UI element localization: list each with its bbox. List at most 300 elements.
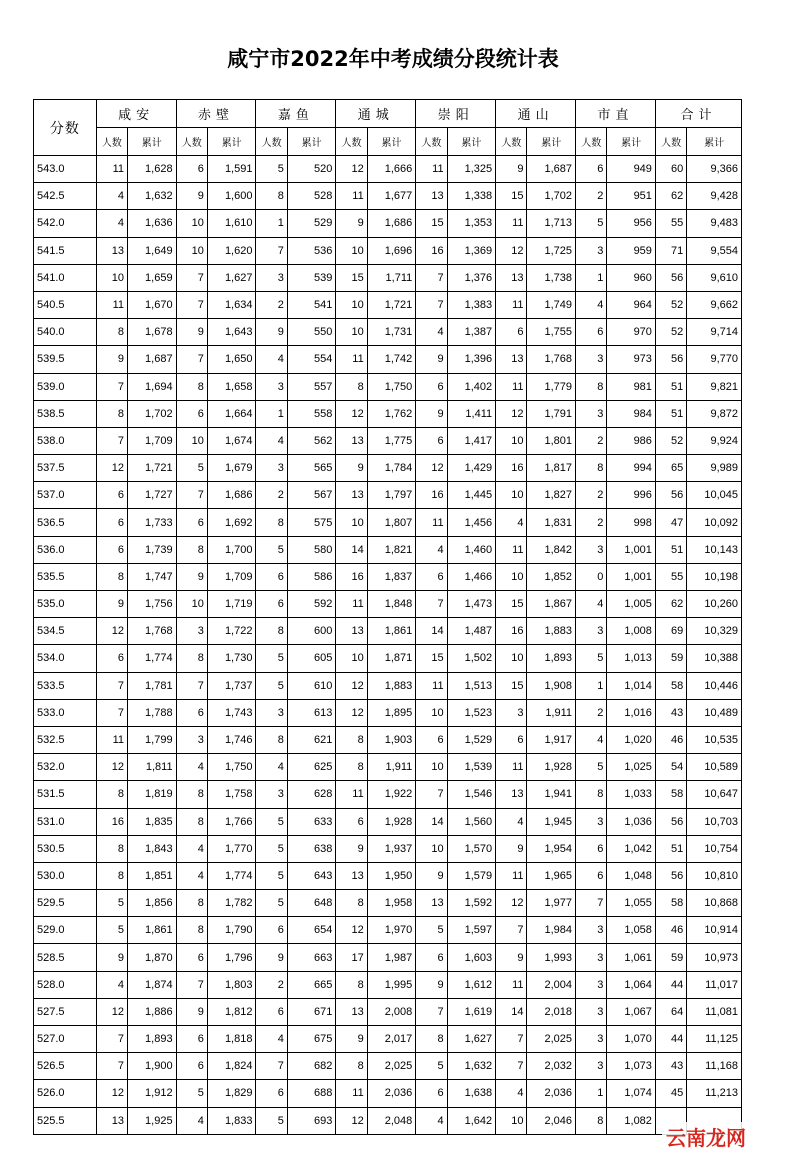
count-cell: 58 <box>655 890 686 917</box>
cumulative-cell: 1,702 <box>128 400 177 427</box>
count-cell: 9 <box>176 563 207 590</box>
cumulative-cell: 1,796 <box>207 944 256 971</box>
count-cell: 11 <box>336 1080 367 1107</box>
cumulative-cell: 1,768 <box>527 346 576 373</box>
cumulative-cell: 1,867 <box>527 591 576 618</box>
cumulative-cell: 1,871 <box>367 645 416 672</box>
score-cell: 538.5 <box>34 400 97 427</box>
count-cell: 8 <box>96 835 127 862</box>
cumulative-cell: 693 <box>287 1107 336 1134</box>
score-cell: 540.5 <box>34 291 97 318</box>
count-cell: 8 <box>576 1107 607 1134</box>
count-header: 人数 <box>176 128 207 156</box>
count-cell: 9 <box>96 346 127 373</box>
cumulative-cell: 9,610 <box>687 264 742 291</box>
cumulative-cell: 648 <box>287 890 336 917</box>
count-cell: 14 <box>336 536 367 563</box>
count-cell: 5 <box>256 835 287 862</box>
table-row <box>34 536 742 563</box>
count-cell: 10 <box>176 237 207 264</box>
cumulative-cell: 1,807 <box>367 509 416 536</box>
cumulative-cell: 1,912 <box>128 1080 177 1107</box>
count-cell: 11 <box>496 971 527 998</box>
cumulative-cell: 1,042 <box>607 835 656 862</box>
count-cell: 9 <box>496 156 527 183</box>
score-cell: 541.0 <box>34 264 97 291</box>
cumulative-cell: 956 <box>607 210 656 237</box>
cumulative-header: 累计 <box>287 128 336 156</box>
cumulative-cell: 2,032 <box>527 1053 576 1080</box>
count-cell: 8 <box>176 917 207 944</box>
count-cell: 8 <box>176 645 207 672</box>
count-cell: 2 <box>576 509 607 536</box>
cumulative-cell: 10,868 <box>687 890 742 917</box>
table-row <box>34 808 742 835</box>
cumulative-cell: 1,700 <box>207 536 256 563</box>
count-cell: 13 <box>336 862 367 889</box>
count-cell: 8 <box>336 373 367 400</box>
score-cell: 543.0 <box>34 156 97 183</box>
cumulative-cell: 1,883 <box>527 618 576 645</box>
table-row <box>34 890 742 917</box>
cumulative-cell: 1,821 <box>367 536 416 563</box>
cumulative-cell: 10,045 <box>687 482 742 509</box>
count-cell: 3 <box>576 237 607 264</box>
count-cell: 5 <box>576 645 607 672</box>
subheader-row <box>34 128 742 156</box>
cumulative-cell: 1,628 <box>128 156 177 183</box>
cumulative-cell: 1,833 <box>207 1107 256 1134</box>
cumulative-cell: 1,824 <box>207 1053 256 1080</box>
cumulative-cell: 1,811 <box>128 754 177 781</box>
score-cell: 533.5 <box>34 672 97 699</box>
cumulative-cell: 1,725 <box>527 237 576 264</box>
count-cell: 4 <box>496 808 527 835</box>
count-cell: 6 <box>416 1080 447 1107</box>
cumulative-cell: 10,388 <box>687 645 742 672</box>
count-cell: 2 <box>576 482 607 509</box>
count-cell: 13 <box>416 183 447 210</box>
cumulative-cell: 1,766 <box>207 808 256 835</box>
count-cell: 6 <box>176 400 207 427</box>
cumulative-cell: 1,799 <box>128 726 177 753</box>
cumulative-cell: 1,870 <box>128 944 177 971</box>
count-cell: 5 <box>256 156 287 183</box>
cumulative-cell: 2,018 <box>527 998 576 1025</box>
cumulative-header: 累计 <box>367 128 416 156</box>
cumulative-cell: 9,554 <box>687 237 742 264</box>
cumulative-cell: 960 <box>607 264 656 291</box>
cumulative-cell: 1,758 <box>207 781 256 808</box>
count-cell: 0 <box>576 563 607 590</box>
count-cell: 4 <box>176 1107 207 1134</box>
count-cell: 8 <box>96 563 127 590</box>
count-cell: 13 <box>496 264 527 291</box>
count-cell: 12 <box>416 455 447 482</box>
cumulative-cell: 959 <box>607 237 656 264</box>
count-cell: 7 <box>416 998 447 1025</box>
count-cell: 7 <box>96 699 127 726</box>
count-cell: 6 <box>176 1026 207 1053</box>
cumulative-cell: 1,731 <box>367 319 416 346</box>
table-row <box>34 618 742 645</box>
count-cell: 3 <box>576 808 607 835</box>
cumulative-cell: 1,016 <box>607 699 656 726</box>
cumulative-cell: 1,738 <box>527 264 576 291</box>
count-cell: 13 <box>336 998 367 1025</box>
count-cell: 4 <box>416 536 447 563</box>
cumulative-cell: 1,797 <box>367 482 416 509</box>
count-cell: 6 <box>96 536 127 563</box>
count-cell: 55 <box>655 563 686 590</box>
count-cell: 8 <box>256 183 287 210</box>
cumulative-cell: 1,713 <box>527 210 576 237</box>
cumulative-cell: 9,989 <box>687 455 742 482</box>
cumulative-cell: 1,746 <box>207 726 256 753</box>
cumulative-cell: 1,658 <box>207 373 256 400</box>
count-cell: 9 <box>176 319 207 346</box>
count-header: 人数 <box>336 128 367 156</box>
cumulative-cell: 528 <box>287 183 336 210</box>
count-cell: 6 <box>176 944 207 971</box>
count-cell: 4 <box>576 726 607 753</box>
count-cell: 10 <box>496 482 527 509</box>
cumulative-cell: 592 <box>287 591 336 618</box>
score-cell: 534.5 <box>34 618 97 645</box>
count-cell: 8 <box>96 781 127 808</box>
count-cell: 5 <box>96 890 127 917</box>
count-header: 人数 <box>655 128 686 156</box>
cumulative-cell: 1,597 <box>447 917 496 944</box>
cumulative-cell: 638 <box>287 835 336 862</box>
count-cell: 6 <box>576 835 607 862</box>
cumulative-cell: 1,687 <box>527 156 576 183</box>
cumulative-cell: 1,908 <box>527 672 576 699</box>
cumulative-cell: 628 <box>287 781 336 808</box>
cumulative-cell: 1,750 <box>367 373 416 400</box>
cumulative-cell: 586 <box>287 563 336 590</box>
cumulative-cell: 1,762 <box>367 400 416 427</box>
count-cell: 65 <box>655 455 686 482</box>
score-cell: 535.0 <box>34 591 97 618</box>
count-cell: 8 <box>576 373 607 400</box>
cumulative-cell: 1,911 <box>527 699 576 726</box>
cumulative-cell: 1,709 <box>207 563 256 590</box>
count-cell: 11 <box>416 672 447 699</box>
region-header: 赤壁 <box>176 100 256 128</box>
count-cell: 11 <box>496 862 527 889</box>
cumulative-cell: 1,917 <box>527 726 576 753</box>
count-cell: 12 <box>336 917 367 944</box>
cumulative-cell: 558 <box>287 400 336 427</box>
count-cell: 6 <box>416 373 447 400</box>
score-cell: 525.5 <box>34 1107 97 1134</box>
count-cell: 6 <box>416 563 447 590</box>
count-cell: 7 <box>176 971 207 998</box>
cumulative-cell: 1,801 <box>527 427 576 454</box>
count-cell: 9 <box>176 998 207 1025</box>
cumulative-cell: 1,835 <box>128 808 177 835</box>
cumulative-cell: 1,369 <box>447 237 496 264</box>
count-cell: 3 <box>256 781 287 808</box>
count-cell: 5 <box>416 917 447 944</box>
cumulative-cell: 1,730 <box>207 645 256 672</box>
cumulative-cell: 9,872 <box>687 400 742 427</box>
score-cell: 531.5 <box>34 781 97 808</box>
count-cell: 7 <box>256 237 287 264</box>
table-row <box>34 1080 742 1107</box>
count-cell: 13 <box>496 781 527 808</box>
count-cell: 16 <box>496 618 527 645</box>
cumulative-cell: 10,489 <box>687 699 742 726</box>
cumulative-cell: 1,592 <box>447 890 496 917</box>
cumulative-cell: 1,687 <box>128 346 177 373</box>
count-cell: 56 <box>655 862 686 889</box>
count-cell: 5 <box>416 1053 447 1080</box>
count-cell: 4 <box>96 183 127 210</box>
table-row <box>34 210 742 237</box>
cumulative-cell: 10,446 <box>687 672 742 699</box>
cumulative-cell: 10,329 <box>687 618 742 645</box>
table-row <box>34 917 742 944</box>
table-row <box>34 726 742 753</box>
count-cell: 9 <box>416 862 447 889</box>
cumulative-header: 累计 <box>447 128 496 156</box>
score-cell: 526.5 <box>34 1053 97 1080</box>
count-cell: 3 <box>576 1053 607 1080</box>
cumulative-cell: 2,036 <box>367 1080 416 1107</box>
cumulative-cell: 1,984 <box>527 917 576 944</box>
count-cell: 5 <box>256 1107 287 1134</box>
count-cell: 6 <box>176 156 207 183</box>
count-cell: 5 <box>576 754 607 781</box>
count-cell: 8 <box>176 890 207 917</box>
cumulative-cell: 1,861 <box>128 917 177 944</box>
region-header: 市直 <box>576 100 656 128</box>
cumulative-cell: 1,659 <box>128 264 177 291</box>
cumulative-cell: 998 <box>607 509 656 536</box>
score-cell: 536.0 <box>34 536 97 563</box>
cumulative-cell: 1,619 <box>447 998 496 1025</box>
cumulative-cell: 663 <box>287 944 336 971</box>
cumulative-cell: 1,353 <box>447 210 496 237</box>
count-cell: 4 <box>256 754 287 781</box>
count-cell: 5 <box>96 917 127 944</box>
table-row <box>34 563 742 590</box>
score-cell: 541.5 <box>34 237 97 264</box>
cumulative-cell: 1,977 <box>527 890 576 917</box>
count-cell: 46 <box>655 726 686 753</box>
cumulative-cell: 1,591 <box>207 156 256 183</box>
cumulative-cell: 1,861 <box>367 618 416 645</box>
table-body <box>34 156 742 1135</box>
cumulative-cell: 1,790 <box>207 917 256 944</box>
cumulative-cell: 1,941 <box>527 781 576 808</box>
table-row <box>34 427 742 454</box>
count-cell: 51 <box>655 400 686 427</box>
count-cell: 43 <box>655 1053 686 1080</box>
count-cell: 10 <box>176 210 207 237</box>
cumulative-cell: 1,383 <box>447 291 496 318</box>
score-cell: 530.0 <box>34 862 97 889</box>
count-cell: 59 <box>655 944 686 971</box>
count-cell: 8 <box>576 455 607 482</box>
count-cell: 11 <box>496 754 527 781</box>
count-cell: 13 <box>336 482 367 509</box>
count-cell: 44 <box>655 971 686 998</box>
count-cell: 10 <box>416 699 447 726</box>
count-cell: 7 <box>176 264 207 291</box>
count-cell: 3 <box>576 1026 607 1053</box>
count-cell: 11 <box>96 291 127 318</box>
cumulative-cell: 1,612 <box>447 971 496 998</box>
count-cell: 15 <box>496 591 527 618</box>
count-cell: 4 <box>176 754 207 781</box>
region-header-row <box>34 100 742 128</box>
score-distribution-table <box>33 99 742 1135</box>
cumulative-cell: 10,143 <box>687 536 742 563</box>
cumulative-cell: 1,768 <box>128 618 177 645</box>
cumulative-cell: 1,722 <box>207 618 256 645</box>
cumulative-cell: 520 <box>287 156 336 183</box>
count-cell: 13 <box>496 346 527 373</box>
cumulative-cell: 984 <box>607 400 656 427</box>
count-cell: 4 <box>416 1107 447 1134</box>
cumulative-cell: 550 <box>287 319 336 346</box>
count-cell: 10 <box>416 754 447 781</box>
count-cell: 8 <box>96 319 127 346</box>
cumulative-cell: 1,529 <box>447 726 496 753</box>
cumulative-cell: 1,903 <box>367 726 416 753</box>
cumulative-cell: 633 <box>287 808 336 835</box>
count-cell: 9 <box>176 183 207 210</box>
count-cell: 12 <box>336 699 367 726</box>
cumulative-cell: 613 <box>287 699 336 726</box>
count-cell: 6 <box>576 156 607 183</box>
count-cell: 11 <box>336 591 367 618</box>
count-cell: 11 <box>336 183 367 210</box>
cumulative-cell: 10,914 <box>687 917 742 944</box>
count-cell: 9 <box>336 210 367 237</box>
count-cell: 3 <box>256 373 287 400</box>
score-cell: 532.0 <box>34 754 97 781</box>
cumulative-cell: 2,025 <box>367 1053 416 1080</box>
cumulative-cell: 1,774 <box>207 862 256 889</box>
cumulative-cell: 1,074 <box>607 1080 656 1107</box>
cumulative-cell: 580 <box>287 536 336 563</box>
count-cell: 62 <box>655 183 686 210</box>
count-cell: 8 <box>336 971 367 998</box>
region-header: 通山 <box>496 100 576 128</box>
count-cell: 7 <box>496 1026 527 1053</box>
count-cell: 44 <box>655 1026 686 1053</box>
count-cell: 46 <box>655 917 686 944</box>
count-cell: 9 <box>416 346 447 373</box>
score-cell: 537.5 <box>34 455 97 482</box>
cumulative-cell: 1,733 <box>128 509 177 536</box>
count-cell: 3 <box>576 944 607 971</box>
cumulative-cell: 1,642 <box>447 1107 496 1134</box>
cumulative-cell: 1,843 <box>128 835 177 862</box>
count-cell: 8 <box>96 862 127 889</box>
score-cell: 539.0 <box>34 373 97 400</box>
cumulative-cell: 1,883 <box>367 672 416 699</box>
count-cell: 52 <box>655 291 686 318</box>
cumulative-cell: 1,750 <box>207 754 256 781</box>
cumulative-cell: 1,954 <box>527 835 576 862</box>
cumulative-cell: 1,001 <box>607 563 656 590</box>
count-cell: 9 <box>416 971 447 998</box>
count-cell: 5 <box>256 862 287 889</box>
cumulative-cell: 10,703 <box>687 808 742 835</box>
cumulative-cell: 10,535 <box>687 726 742 753</box>
cumulative-cell: 1,719 <box>207 591 256 618</box>
cumulative-cell: 1,523 <box>447 699 496 726</box>
count-cell: 6 <box>496 726 527 753</box>
count-cell: 7 <box>256 1053 287 1080</box>
cumulative-cell: 1,634 <box>207 291 256 318</box>
cumulative-cell: 1,387 <box>447 319 496 346</box>
cumulative-cell: 1,579 <box>447 862 496 889</box>
count-cell: 11 <box>416 156 447 183</box>
cumulative-cell: 9,924 <box>687 427 742 454</box>
count-cell: 58 <box>655 672 686 699</box>
cumulative-cell: 1,473 <box>447 591 496 618</box>
score-column-header: 分数 <box>34 100 97 156</box>
cumulative-cell: 949 <box>607 156 656 183</box>
cumulative-cell: 10,647 <box>687 781 742 808</box>
cumulative-cell: 2,004 <box>527 971 576 998</box>
count-cell: 6 <box>416 726 447 753</box>
count-cell: 8 <box>96 400 127 427</box>
cumulative-cell: 1,055 <box>607 890 656 917</box>
table-row <box>34 835 742 862</box>
cumulative-cell: 1,721 <box>128 455 177 482</box>
count-cell: 2 <box>256 291 287 318</box>
table-row <box>34 998 742 1025</box>
table-row <box>34 455 742 482</box>
table-row <box>34 672 742 699</box>
count-cell: 6 <box>256 998 287 1025</box>
count-cell: 14 <box>416 618 447 645</box>
cumulative-cell: 1,774 <box>128 645 177 672</box>
region-header: 通城 <box>336 100 416 128</box>
cumulative-cell: 1,702 <box>527 183 576 210</box>
count-cell: 13 <box>336 618 367 645</box>
count-cell: 6 <box>336 808 367 835</box>
count-cell: 8 <box>176 808 207 835</box>
count-cell: 6 <box>96 645 127 672</box>
count-cell: 9 <box>96 944 127 971</box>
cumulative-cell: 1,874 <box>128 971 177 998</box>
cumulative-cell: 1,812 <box>207 998 256 1025</box>
cumulative-cell: 2,025 <box>527 1026 576 1053</box>
count-cell: 6 <box>576 319 607 346</box>
cumulative-cell: 981 <box>607 373 656 400</box>
cumulative-cell: 10,754 <box>687 835 742 862</box>
cumulative-cell: 654 <box>287 917 336 944</box>
count-cell: 12 <box>336 672 367 699</box>
cumulative-cell: 1,928 <box>367 808 416 835</box>
count-cell: 16 <box>96 808 127 835</box>
cumulative-cell: 1,993 <box>527 944 576 971</box>
cumulative-cell: 973 <box>607 346 656 373</box>
count-cell: 69 <box>655 618 686 645</box>
count-cell: 5 <box>176 455 207 482</box>
count-cell: 9 <box>96 591 127 618</box>
cumulative-cell: 1,756 <box>128 591 177 618</box>
count-cell: 9 <box>336 1026 367 1053</box>
